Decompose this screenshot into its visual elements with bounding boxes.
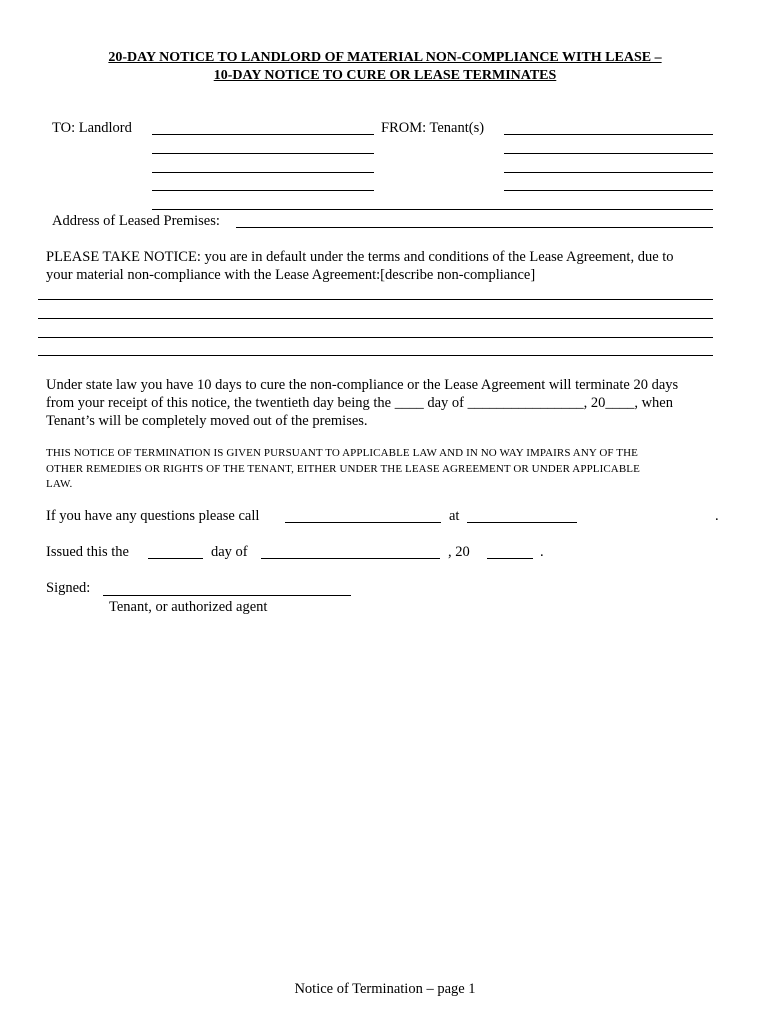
- caps-line-1: THIS NOTICE OF TERMINATION IS GIVEN PURSUANT TO APPLICABLE LAW AND IN NO WAY IMPAIRS ANY OF THE: [46, 447, 638, 459]
- address-field[interactable]: [236, 227, 713, 228]
- notice-line-2: your material non-compliance with the Lease Agreement:[describe non-compliance]: [46, 267, 536, 283]
- issued-month-field[interactable]: [261, 558, 440, 559]
- title-line-2: 10-DAY NOTICE TO CURE OR LEASE TERMINATES: [213, 68, 557, 83]
- signed-label: Signed:: [46, 580, 91, 596]
- from-tenant-label: FROM: Tenant(s): [381, 120, 485, 136]
- at-label: at: [449, 508, 460, 524]
- caps-line-2: OTHER REMEDIES OR RIGHTS OF THE TENANT, EITHER UNDER THE LEASE AGREEMENT OR UNDER APPLICABLE: [46, 462, 640, 475]
- signature-field[interactable]: [103, 595, 351, 596]
- notice-line-1: PLEASE TAKE NOTICE: you are in default under the terms and conditions of the Lease Agreement, due to: [46, 249, 674, 265]
- issued-label: Issued this the: [46, 544, 129, 560]
- issued-period: .: [540, 544, 544, 560]
- law-line-3: Tenant’s will be completely moved out of the premises.: [46, 413, 368, 429]
- questions-label: If you have any questions please call: [46, 508, 260, 524]
- landlord-name-field-3[interactable]: [152, 172, 374, 173]
- to-landlord-label: TO: Landlord: [52, 120, 132, 136]
- landlord-name-field-2[interactable]: [152, 153, 374, 154]
- signer-caption: Tenant, or authorized agent: [109, 599, 268, 615]
- title-line-1: 20-DAY NOTICE TO LANDLORD OF MATERIAL NON-COMPLIANCE WITH LEASE –: [108, 50, 662, 65]
- address-field-upper[interactable]: [152, 209, 713, 210]
- issued-year-field[interactable]: [487, 558, 533, 559]
- law-line-1: Under state law you have 10 days to cure the non-compliance or the Lease Agreement will terminate 20 days: [46, 377, 679, 393]
- year-prefix-label: , 20: [448, 544, 470, 560]
- termination-disclaimer: [46, 446, 640, 493]
- state-law-paragraph: [46, 376, 678, 430]
- caps-line-3: LAW.: [46, 478, 73, 490]
- document-title: [0, 49, 770, 85]
- questions-period: .: [715, 508, 719, 524]
- noncompliance-line-2[interactable]: [38, 318, 713, 319]
- notice-paragraph: [46, 248, 674, 284]
- tenant-name-field-3[interactable]: [504, 172, 713, 173]
- page-footer: Notice of Termination – page 1: [294, 981, 476, 997]
- address-label: Address of Leased Premises:: [52, 213, 220, 229]
- tenant-name-field-4[interactable]: [504, 190, 713, 191]
- noncompliance-line-3[interactable]: [38, 337, 713, 338]
- day-of-label: day of: [211, 544, 248, 560]
- contact-name-field[interactable]: [285, 522, 441, 523]
- tenant-name-field-1[interactable]: [504, 134, 713, 135]
- law-line-2: from your receipt of this notice, the twentieth day being the ____ day of ________________, 20____, when: [46, 395, 673, 411]
- issued-day-field[interactable]: [148, 558, 203, 559]
- phone-field[interactable]: [467, 522, 577, 523]
- tenant-name-field-2[interactable]: [504, 153, 713, 154]
- noncompliance-line-1[interactable]: [38, 299, 713, 300]
- noncompliance-line-4[interactable]: [38, 355, 713, 356]
- landlord-name-field-4[interactable]: [152, 190, 374, 191]
- landlord-name-field-1[interactable]: [152, 134, 374, 135]
